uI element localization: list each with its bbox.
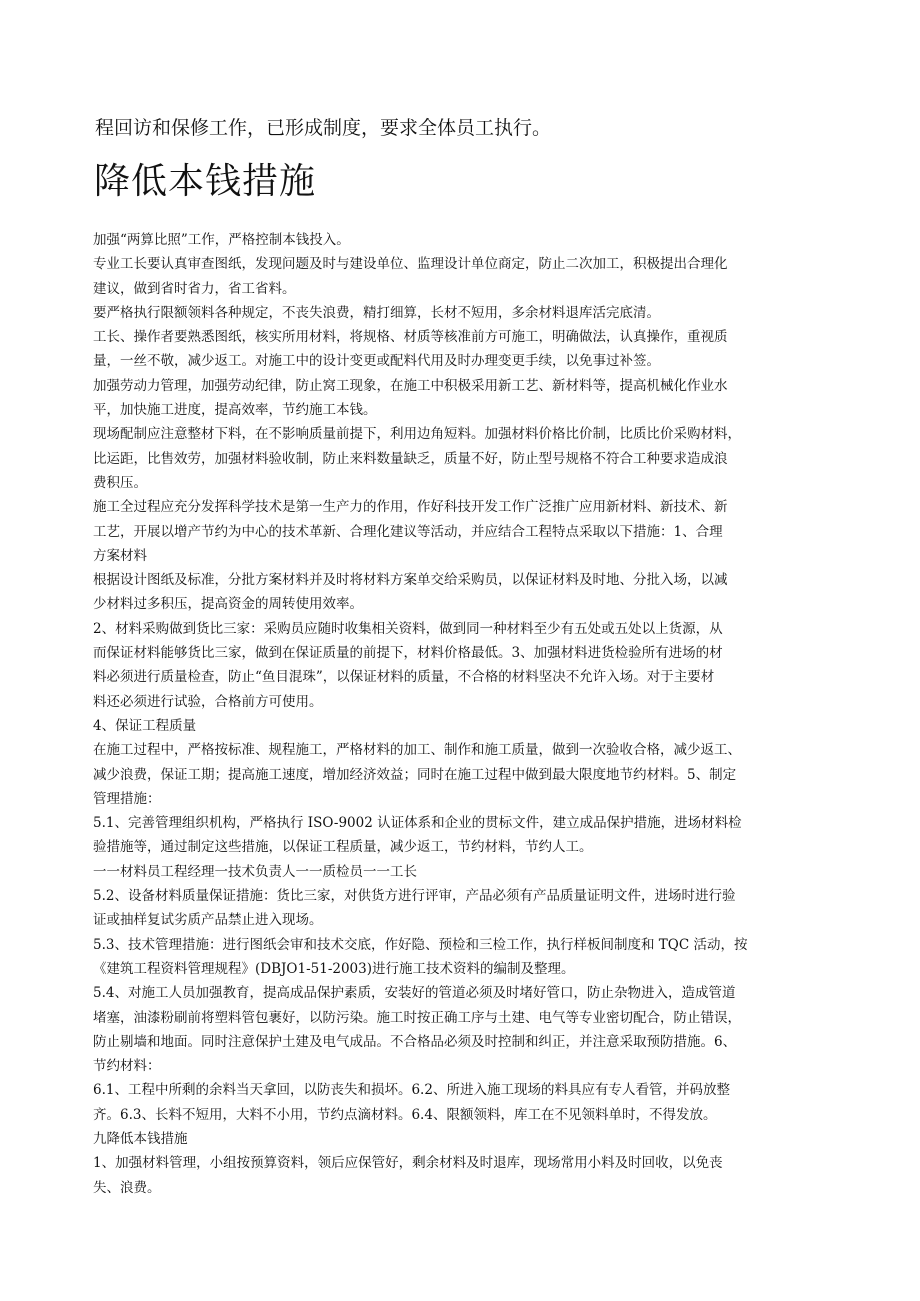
section-title: 降低本钱措施 (94, 161, 317, 202)
text-line: 根据设计图纸及标准，分批方案材料并及时将材料方案单交给采购员，以保证材料及时地、分批入场，以减 (93, 572, 728, 589)
text-line: 料还必须进行试验，合格前方可使用。 (93, 693, 323, 710)
text-line: 防止剔墙和地面。同时注意保护土建及电气成品。不合格品必须及时控制和纠正，并注意采取预防措施。6、 (93, 1033, 737, 1050)
body-text (93, 228, 853, 1200)
text-line: 5.4、对施工人员加强教育，提高成品保护素质，安装好的管道必须及时堵好管口，防止杂物进入，造成管道 (93, 985, 736, 1002)
text-line: 《建筑工程资料管理规程》(DBJO1-51-2003)进行施工技术资料的编制及整理。 (93, 960, 575, 977)
text-line: 加强“两算比照”工作，严格控制本钱投入。 (93, 232, 350, 248)
text-line: 堵塞，油漆粉刷前将塑料管包裹好，以防污染。施工时按正确工序与土建、电气等专业密切配合，防止错误， (93, 1009, 741, 1026)
text-line: 九降低本钱措施 (93, 1130, 188, 1147)
text-line: 建议，做到省时省力，省工省料。 (93, 280, 296, 297)
text-line: 齐。6.3、长料不短用，大料不小用，节约点滴材料。6.4、限额领料，库工在不见领料单时，不得发放。 (93, 1106, 717, 1123)
text-line: 料必须进行质量检查，防止“鱼目混珠”，以保证材料的质量，不合格的材料坚决不允许入场。对于主要材 (93, 669, 715, 686)
text-line: 方案材料 (93, 547, 147, 564)
text-line: 失、浪费。 (93, 1179, 161, 1196)
text-line: 验措施等，通过制定这些措施，以保证工程质量，减少返工，节约材料，节约人工。 (93, 839, 593, 856)
text-line: 费积压。 (93, 474, 147, 491)
text-line: 少材料过多积压，提高资金的周转使用效率。 (93, 596, 363, 613)
text-line: 在施工过程中，严格按标准、规程施工，严格材料的加工、制作和施工质量，做到一次验收合格，减少返工、 (93, 742, 741, 759)
text-line: 比运距，比售效劳，加强材料验收制，防止来料数量缺乏，质量不好，防止型号规格不符合工种要求造成浪 (93, 450, 728, 467)
text-line: 5.3、技术管理措施：进行图纸会审和技术交底，作好隐、预检和三检工作，执行样板间制度和 TQC 活动，按 (93, 936, 748, 953)
text-line: 加强劳动力管理，加强劳动纪律，防止窝工现象，在施工中积极采用新工艺、新材料等，提高机械化作业水 (93, 377, 728, 394)
text-line: 施工全过程应充分发挥科学技术是第一生产力的作用，作好科技开发工作广泛推广应用新材料、新技术、新 (93, 499, 728, 516)
text-line: 而保证材料能够货比三家，做到在保证质量的前提下，材料价格最低。3、加强材料进货检验所有进场的材 (93, 645, 723, 662)
text-line: 工艺，开展以增产节约为中心的技术革新、合理化建议等活动，并应结合工程特点采取以下措施：1、合理 (93, 523, 723, 540)
text-line: 减少浪费，保证工期；提高施工速度，增加经济效益；同时在施工过程中做到最大限度地节约材料。5、制定 (93, 766, 737, 783)
text-line: 一一材料员工程经理一技术负责人一一质检员一一工长 (93, 863, 417, 880)
text-line: 管理措施： (93, 790, 161, 807)
text-line: 工长、操作者要熟悉图纸，核实所用材料，将规格、材质等核准前方可施工，明确做法，认真操作，重视质 (93, 329, 728, 346)
text-line: 现场配制应注意整材下料，在不影响质量前提下，利用边角短料。加强材料价格比价制，比质比价采购材料， (93, 426, 741, 443)
text-line: 6.1、工程中所剩的余料当天拿回，以防丧失和损坏。6.2、所进入施工现场的料具应有专人看管，并码放整 (93, 1082, 730, 1099)
text-line: 5.2、设备材料质量保证措施：货比三家，对供货方进行评审，产品必须有产品质量证明文件，进场时进行验 (93, 888, 736, 905)
text-line: 要严格执行限额领料各种规定，不丧失浪费，精打细算，长材不短用，多余材料退库活完底清。 (93, 304, 660, 321)
text-line: 专业工长要认真审查图纸，发现问题及时与建设单位、监理设计单位商定，防止二次加工，积极提出合理化 (93, 256, 728, 273)
text-line: 平，加快施工进度，提高效率，节约施工本钱。 (93, 402, 377, 419)
text-line: 5.1、完善管理组织机构，严格执行 ISO-9002 认证体系和企业的贯标文件，建立成品保护措施，进场材料检 (93, 815, 742, 832)
text-line: 节约材料： (93, 1058, 161, 1075)
text-line: 证或抽样复试劣质产品禁止进入现场。 (93, 912, 323, 929)
text-line: 2、材料采购做到货比三家：采购员应随时收集相关资料，做到同一种材料至少有五处或五处以上货源，从 (93, 620, 723, 637)
text-line: 1、加强材料管理，小组按预算资料，领后应保管好，剩余材料及时退库，现场常用小料及时回收，以免丧 (93, 1155, 723, 1172)
text-line: 4、保证工程质量 (93, 717, 197, 734)
intro-paragraph: 程回访和保修工作，已形成制度，要求全体员工执行。 (95, 117, 552, 139)
text-line: 量，一丝不敬，减少返工。对施工中的设计变更或配料代用及时办理变更手续，以免事过补签。 (93, 353, 660, 370)
